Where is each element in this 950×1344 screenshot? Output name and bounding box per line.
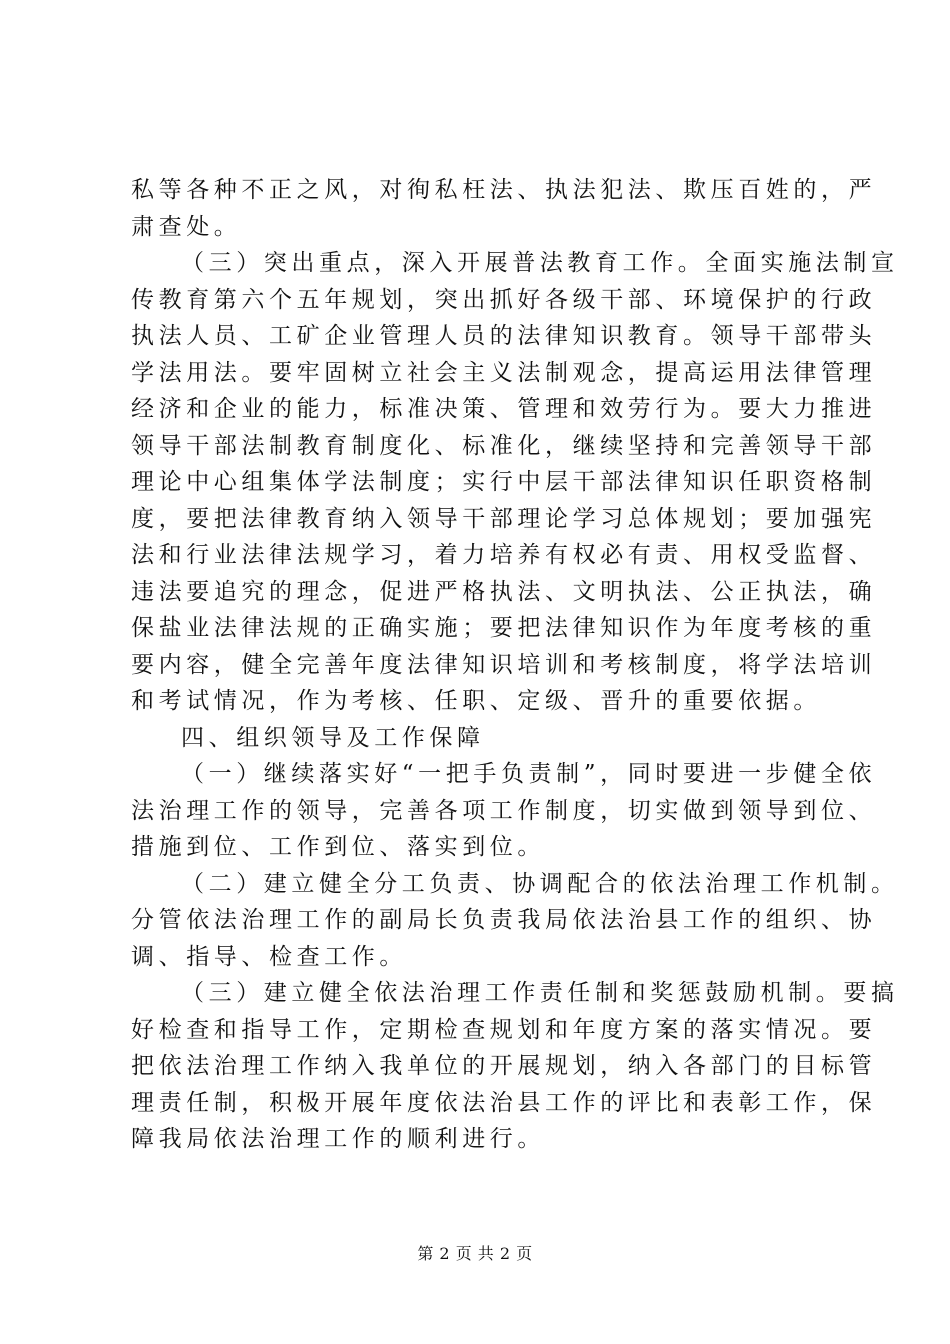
text-line: 肃查处。 [131, 213, 242, 240]
text-line: 领导干部法制教育制度化、标准化，继续坚持和完善领导干部 [131, 432, 877, 459]
text-line: 学法用法。要牢固树立社会主义法制观念，提高运用法律管理 [131, 359, 877, 386]
text-line: 障我局依法治理工作的顺利进行。 [131, 1126, 545, 1152]
text-line: 私等各种不正之风，对徇私枉法、执法犯法、欺压百姓的，严 [131, 177, 877, 203]
text-line: 法治理工作的领导，完善各项工作制度，切实做到领导到位、 [131, 797, 877, 824]
text-line: 保盐业法律法规的正确实施；要把法律知识作为年度考核的重 [131, 615, 877, 641]
text-line: 传教育第六个五年规划，突出抓好各级干部、环境保护的行政 [131, 286, 877, 313]
text-line: 好检查和指导工作，定期检查规划和年度方案的落实情况。要 [131, 1016, 877, 1043]
text-line: （三）突出重点，深入开展普法教育工作。全面实施法制宣 [181, 250, 899, 276]
text-line: 四、组织领导及工作保障 [181, 724, 485, 751]
text-line: （一）继续落实好“一把手负责制”，同时要进一步健全依 [181, 761, 877, 787]
text-line: 措施到位、工作到位、落实到位。 [131, 834, 545, 860]
text-line: 把依法治理工作纳入我单位的开展规划，纳入各部门的目标管 [131, 1053, 877, 1079]
text-line: 理责任制，积极开展年度依法治县工作的评比和表彰工作，保 [131, 1089, 877, 1116]
text-line: 违法要追究的理念，促进严格执法、文明执法、公正执法，确 [131, 578, 877, 605]
text-line: 要内容，健全完善年度法律知识培训和考核制度，将学法培训 [131, 651, 877, 678]
text-line: （三）建立健全依法治理工作责任制和奖惩鼓励机制。要搞 [181, 980, 899, 1006]
text-line: 经济和企业的能力，标准决策、管理和效劳行为。要大力推进 [131, 396, 877, 422]
document-body [131, 172, 899, 1158]
text-line: 分管依法治理工作的副局长负责我局依法治县工作的组织、协 [131, 907, 877, 933]
text-line: 执法人员、工矿企业管理人员的法律知识教育。领导干部带头 [131, 323, 877, 349]
text-line: 和考试情况，作为考核、任职、定级、晋升的重要依据。 [131, 688, 821, 714]
text-line: 法和行业法律法规学习，着力培养有权必有责、用权受监督、 [131, 542, 877, 568]
text-line: （二）建立健全分工负责、协调配合的依法治理工作机制。 [181, 870, 899, 897]
text-line: 调、指导、检查工作。 [131, 943, 407, 970]
text-line: 度，要把法律教育纳入领导干部理论学习总体规划；要加强宪 [131, 505, 877, 532]
text-line: 理论中心组集体学法制度；实行中层干部法律知识任职资格制 [131, 469, 877, 495]
page-footer: 第 2 页 共 2 页 [417, 1244, 533, 1263]
